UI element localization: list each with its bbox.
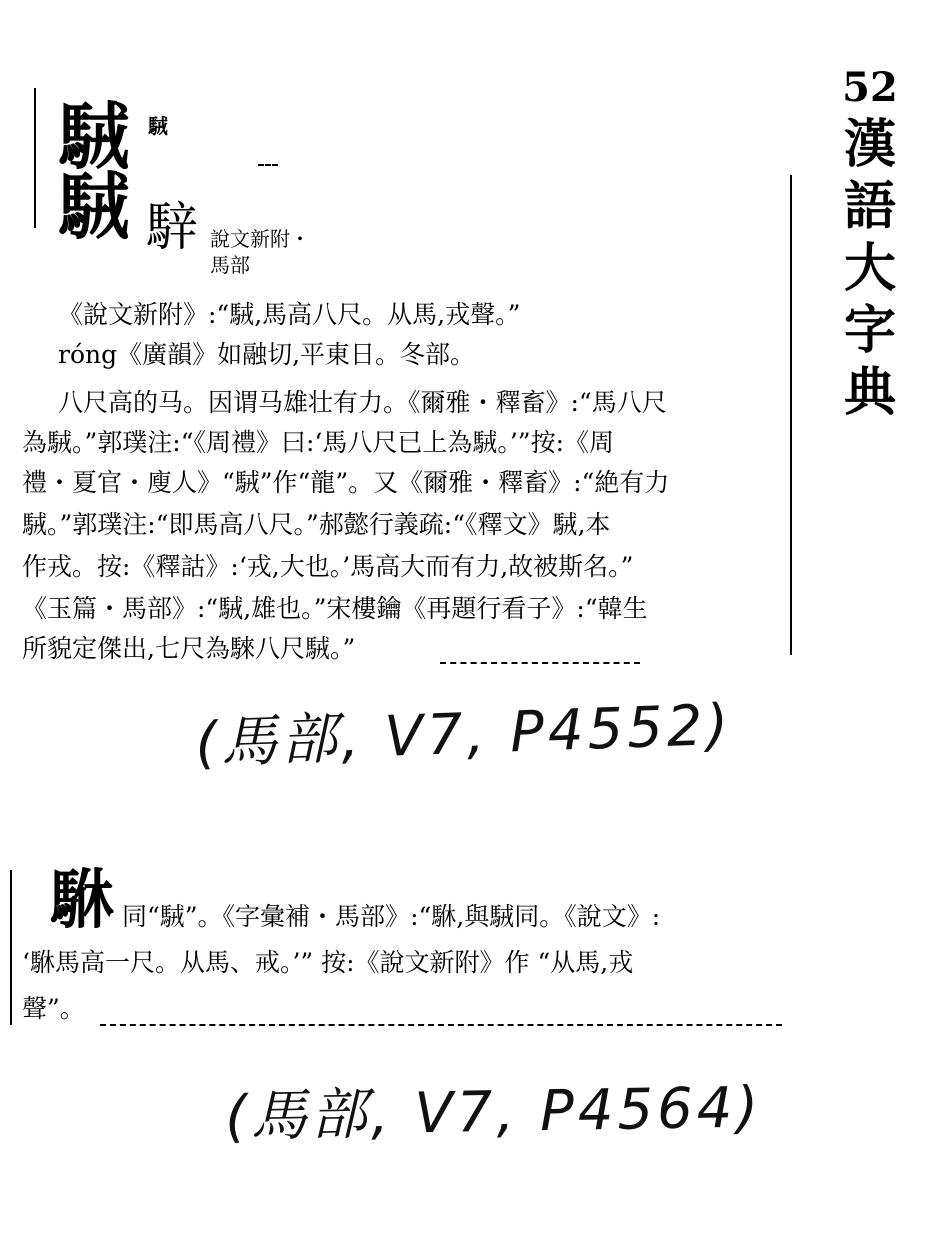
handwritten-note-1: (馬部, V7, P4552) (194, 692, 734, 777)
entry1-line: 作戎。按:《釋詁》:‘戎,大也。’馬高大而有力,故被斯名。” (22, 552, 634, 581)
banner-char-4: 字 (843, 300, 896, 361)
banner-char-1: 漢 (843, 114, 896, 175)
page-number: 52 (842, 64, 898, 111)
entry2-line: ‘䮌馬高一尺。从馬、戒。’” 按:《說文新附》作 “从馬,戎 (22, 948, 634, 977)
banner-char-2: 語 (843, 176, 896, 237)
banner-char-3: 大 (843, 238, 896, 299)
small-variant: 駥 (148, 114, 168, 138)
entry1-line: 《說文新附》:“駥,馬高八尺。从馬,戎聲。” (58, 300, 521, 329)
entry2-headword: 䮌 (50, 863, 114, 938)
entry1-line: 《玉篇・馬部》:“駥,雄也。”宋樓鑰《再題行看子》:“韓生 (22, 594, 648, 623)
entry1-line: 駥。”郭璞注:“即馬高八尺。”郝懿行義疏:“《釋文》駥,本 (22, 510, 611, 539)
entry1-line: róng《廣韻》如融切,平東日。冬部。 (58, 340, 476, 369)
entry2-bottom-dash (100, 1024, 782, 1026)
top-dash (258, 164, 278, 166)
headword-variant-1: 駥 (58, 94, 131, 179)
right-rule (790, 175, 792, 655)
entry1-line: 禮・夏官・廋人》“駥”作“龍”。又《爾雅・釋畜》:“絶有力 (22, 468, 670, 497)
seal-script-char: 騂 (146, 198, 199, 258)
headword-variant-2: 駥 (58, 164, 131, 249)
entry1-bottom-dash (440, 662, 640, 664)
left-rule-entry1 (34, 88, 36, 228)
entry1-line: 八尺高的马。因谓马雄壮有力。《爾雅・釋畜》:“馬八尺 (58, 388, 667, 417)
entry1-line: 所貌定傑出,七尺為騋八尺駥。” (22, 634, 356, 663)
entry2-line: 同“駥”。《字彙補・馬部》:“䮌,與駥同。《說文》: (122, 902, 661, 931)
left-rule-entry2 (10, 870, 12, 1025)
banner-char-5: 典 (843, 362, 896, 423)
handwritten-note-2: (馬部, V7, P4564) (224, 1075, 763, 1150)
entry2-line: 聲”。 (22, 994, 85, 1023)
dictionary-banner (835, 62, 905, 424)
source-line-1: 說文新附・ (210, 227, 310, 251)
entry1-line: 為駥。”郭璞注:“《周禮》曰:‘馬八尺已上為駥。’”按:《周 (22, 428, 615, 457)
source-line-2: 馬部 (210, 253, 250, 277)
